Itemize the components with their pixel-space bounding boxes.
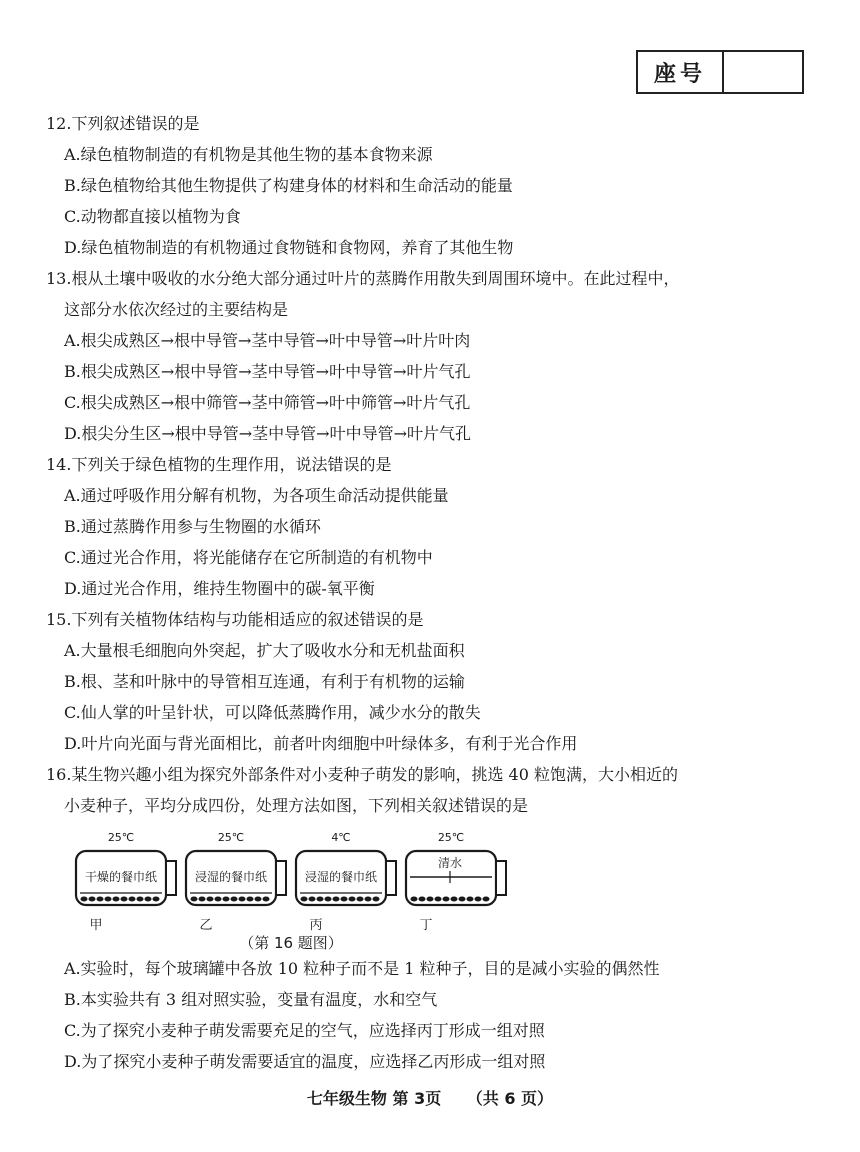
jar-4: [406, 831, 506, 933]
question-stem: 14.下列关于绿色植物的生理作用，说法错误的是: [46, 455, 392, 474]
seat-number-box: [636, 50, 804, 94]
jar-group-label: 丁: [419, 918, 433, 933]
seed: [255, 897, 262, 902]
option-b: B.根尖成熟区→根中导管→茎中导管→叶中导管→叶片气孔: [64, 362, 471, 381]
jar-lid: [386, 861, 396, 895]
seed: [105, 897, 112, 902]
seed: [483, 897, 490, 902]
jar-diagram: [46, 821, 806, 953]
seed: [153, 897, 160, 902]
option-d: D.通过光合作用，维持生物圈中的碳-氧平衡: [64, 579, 375, 598]
jar-temperature: 4℃: [331, 831, 351, 844]
option-b: B.本实验共有 3 组对照实验，变量有温度，水和空气: [64, 990, 438, 1009]
option-a: A.根尖成熟区→根中导管→茎中导管→叶中导管→叶片叶肉: [64, 331, 471, 350]
option-c: C.通过光合作用，将光能储存在它所制造的有机物中: [64, 548, 433, 567]
seed: [191, 897, 198, 902]
question-15: [46, 604, 826, 759]
seat-label: 座号: [638, 52, 724, 92]
option-a: A.通过呼吸作用分解有机物，为各项生命活动提供能量: [64, 486, 449, 505]
option-d: D.根尖分生区→根中导管→茎中导管→叶中导管→叶片气孔: [64, 424, 471, 443]
seed: [309, 897, 316, 902]
seed: [443, 897, 450, 902]
question-stem: 16.某生物兴趣小组为探究外部条件对小麦种子萌发的影响，挑选 40 粒饱满，大小相近的: [46, 765, 678, 784]
seed: [207, 897, 214, 902]
seed: [451, 897, 458, 902]
jar-temperature: 25℃: [437, 831, 465, 844]
question-13: [46, 263, 826, 449]
jar-group-label: 乙: [199, 918, 213, 933]
jar-content-label: 浸湿的餐巾纸: [194, 870, 268, 884]
jar-lid: [496, 861, 506, 895]
jar-2: [186, 831, 286, 933]
seed: [435, 897, 442, 902]
question-stem: 12.下列叙述错误的是: [46, 114, 200, 133]
jar-content-label: 浸湿的餐巾纸: [304, 870, 378, 884]
option-d: D.为了探究小麦种子萌发需要适宜的温度，应选择乙丙形成一组对照: [64, 1052, 546, 1071]
jar-group-label: 甲: [89, 918, 103, 933]
seed: [223, 897, 230, 902]
seed: [341, 897, 348, 902]
seed: [199, 897, 206, 902]
seed: [373, 897, 380, 902]
footer-total-pages: （共 6 页）: [466, 1089, 554, 1108]
seed: [333, 897, 340, 902]
option-a: A.绿色植物制造的有机物是其他生物的基本食物来源: [64, 145, 433, 164]
figure-caption: （第 16 题图）: [239, 934, 343, 952]
experiment-figure: [46, 821, 806, 953]
option-b: B.根、茎和叶脉中的导管相互连通，有利于有机物的运输: [64, 672, 465, 691]
jar-group-label: 丙: [309, 918, 323, 933]
seed: [97, 897, 104, 902]
jar-1: [76, 831, 176, 933]
seed: [317, 897, 324, 902]
question-stem: 13.根从土壤中吸收的水分绝大部分通过叶片的蒸腾作用散失到周围环境中。在此过程中，: [46, 269, 680, 288]
jar-3: [296, 831, 396, 933]
seed: [113, 897, 120, 902]
seed: [89, 897, 96, 902]
question-14: [46, 449, 826, 604]
seed: [411, 897, 418, 902]
jar-content-label: 干燥的餐巾纸: [84, 870, 158, 884]
seed: [301, 897, 308, 902]
seat-value-field[interactable]: [724, 52, 802, 92]
seed: [349, 897, 356, 902]
option-a: A.实验时，每个玻璃罐中各放 10 粒种子而不是 1 粒种子，目的是减小实验的偶然性: [64, 959, 660, 978]
option-c: C.根尖成熟区→根中筛管→茎中筛管→叶中筛管→叶片气孔: [64, 393, 471, 412]
option-c: C.动物都直接以植物为食: [64, 207, 241, 226]
option-d: D.绿色植物制造的有机物通过食物链和食物网，养育了其他生物: [64, 238, 514, 257]
seed: [263, 897, 270, 902]
jar-lid: [276, 861, 286, 895]
seed: [81, 897, 88, 902]
option-a: A.大量根毛细胞向外突起，扩大了吸收水分和无机盐面积: [64, 641, 465, 660]
question-list: [46, 108, 826, 1077]
option-c: C.仙人掌的叶呈针状，可以降低蒸腾作用，减少水分的散失: [64, 703, 481, 722]
seed: [137, 897, 144, 902]
jar-temperature: 25℃: [217, 831, 245, 844]
option-b: B.绿色植物给其他生物提供了构建身体的材料和生命活动的能量: [64, 176, 513, 195]
question-stem-continued: 小麦种子，平均分成四份，处理方法如图，下列相关叙述错误的是: [64, 796, 529, 815]
seed: [325, 897, 332, 902]
question-stem: 15.下列有关植物体结构与功能相适应的叙述错误的是: [46, 610, 424, 629]
seed: [231, 897, 238, 902]
seed: [129, 897, 136, 902]
seed: [239, 897, 246, 902]
question-stem-continued: 这部分水依次经过的主要结构是: [64, 300, 289, 319]
question-12: [46, 108, 826, 263]
question-16: [46, 759, 826, 1077]
footer-page-number: 七年级生物 第 3页: [306, 1089, 442, 1108]
option-b: B.通过蒸腾作用参与生物圈的水循环: [64, 517, 321, 536]
seed: [475, 897, 482, 902]
seed: [121, 897, 128, 902]
seed: [365, 897, 372, 902]
jar-temperature: 25℃: [107, 831, 135, 844]
seed: [467, 897, 474, 902]
option-d: D.叶片向光面与背光面相比，前者叶肉细胞中叶绿体多，有利于光合作用: [64, 734, 578, 753]
seed: [357, 897, 364, 902]
seed: [427, 897, 434, 902]
seed: [419, 897, 426, 902]
option-c: C.为了探究小麦种子萌发需要充足的空气，应选择丙丁形成一组对照: [64, 1021, 545, 1040]
seed: [215, 897, 222, 902]
jar-lid: [166, 861, 176, 895]
seed: [247, 897, 254, 902]
page-footer: [0, 1086, 860, 1109]
jar-content-label: 清水: [437, 856, 463, 870]
seed: [145, 897, 152, 902]
seed: [459, 897, 466, 902]
